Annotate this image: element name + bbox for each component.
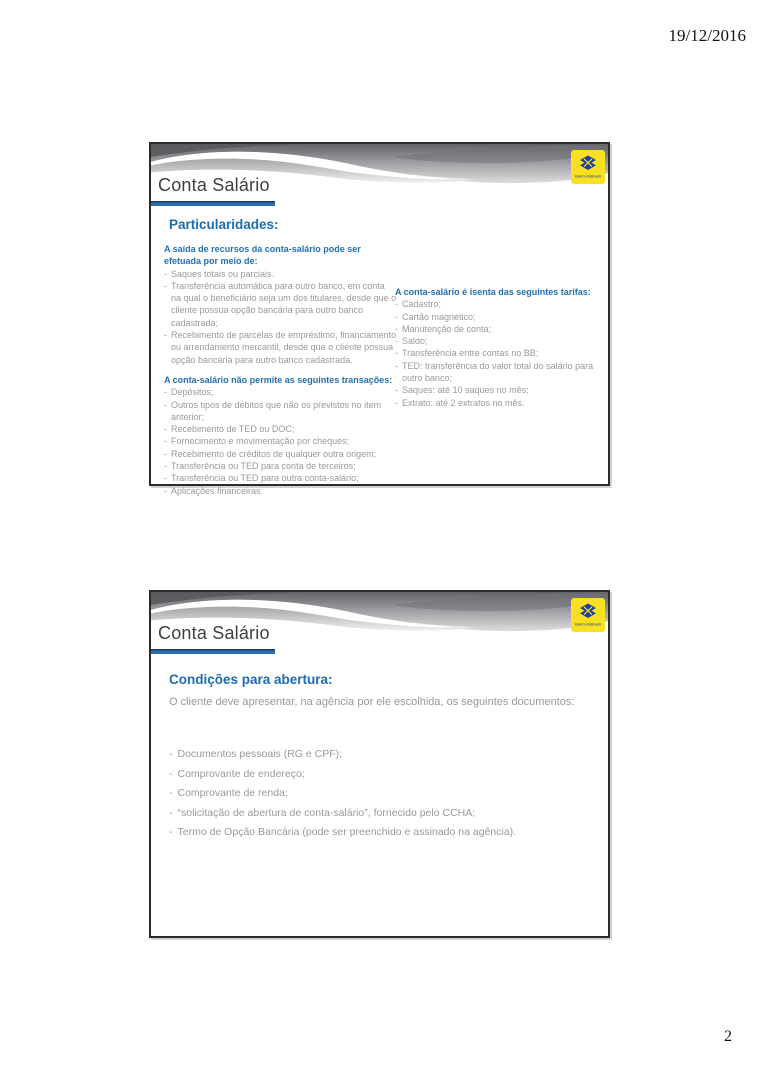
list-item	[395, 323, 613, 335]
list-item	[164, 423, 397, 435]
section-heading-condicoes: Condições para abertura:	[169, 672, 333, 687]
list-item	[164, 435, 397, 447]
bullet-text: Saques: até 10 saques no mês;	[402, 385, 529, 396]
bullet-dash: -	[395, 385, 398, 396]
list-item	[169, 807, 601, 819]
bullet-dash: -	[169, 787, 173, 799]
title-underline	[151, 201, 275, 206]
list-item	[164, 280, 397, 329]
bullet-text: Saldo;	[402, 336, 428, 347]
list-item	[164, 448, 397, 460]
bullet-text: TED: transferência do valor total do salário para outro banco;	[402, 360, 594, 384]
left-column	[164, 243, 397, 497]
bullet-list-tarifas-isentas	[395, 298, 613, 409]
list-item	[169, 787, 601, 799]
bullet-text: Comprovante de renda;	[177, 787, 288, 799]
bullet-dash: -	[164, 330, 167, 341]
bullet-list-nao-permite	[164, 386, 397, 497]
banco-do-brasil-logo-icon	[571, 150, 605, 184]
svg-text:BancodoBrasil: BancodoBrasil	[575, 621, 601, 627]
bullet-dash: -	[395, 336, 398, 347]
list-item	[395, 347, 613, 359]
list-item	[395, 335, 613, 347]
bullet-dash: -	[169, 826, 173, 838]
page-number: 2	[724, 1028, 732, 1045]
bullet-text: Recebimento de TED ou DOC;	[171, 424, 295, 435]
list-item	[395, 311, 613, 323]
bullet-text: Termo de Opção Bancária (pode ser preenchido e assinado na agência).	[177, 826, 517, 838]
bullet-text: Fornecimento e movimentação por cheques;	[171, 436, 350, 447]
svg-text:BancodoBrasil: BancodoBrasil	[575, 173, 601, 179]
list-item	[395, 384, 613, 396]
bullet-list-saida-recursos	[164, 268, 397, 366]
slide-title: Conta Salário	[158, 175, 270, 195]
bullet-text: Manutenção de conta;	[402, 323, 492, 334]
bullet-dash: -	[164, 436, 167, 447]
list-item	[164, 472, 397, 484]
bullet-dash: -	[164, 461, 167, 472]
bullet-dash: -	[395, 397, 398, 408]
bullet-dash: -	[164, 473, 167, 484]
list-item	[164, 329, 397, 366]
bullet-text: Transferência ou TED para conta de terceiros;	[171, 461, 356, 472]
bullet-text: Outros tipos de débitos que não os previstos no item anterior;	[171, 399, 382, 422]
subsection-header: A saída de recursos da conta-salário pode ser efetuada por meio de:	[164, 244, 361, 267]
slide-2	[149, 590, 610, 938]
bullet-dash: -	[395, 311, 398, 322]
banco-do-brasil-logo-icon	[571, 598, 605, 632]
list-item	[169, 826, 601, 838]
list-item	[395, 397, 613, 409]
bullet-dash: -	[164, 387, 167, 398]
bullet-dash: -	[164, 485, 167, 496]
list-item	[169, 748, 601, 760]
bullet-dash: -	[395, 299, 398, 310]
bullet-dash: -	[395, 360, 398, 371]
bullet-text: “solicitação de abertura de conta-salário”, fornecido pelo CCHA;	[177, 806, 476, 819]
bullet-text: Cartão magnético;	[402, 311, 476, 322]
bullet-text: Aplicações financeiras.	[171, 485, 264, 496]
section-heading-particularidades: Particularidades:	[169, 217, 279, 232]
bullet-text: Depósitos;	[171, 387, 214, 398]
list-item	[164, 268, 397, 280]
subsection-header: A conta-salário não permite as seguintes transações:	[164, 374, 393, 385]
bullet-dash: -	[164, 268, 167, 279]
date-label: 19/12/2016	[668, 26, 746, 45]
list-item	[164, 399, 397, 424]
slide-title: Conta Salário	[158, 623, 270, 643]
right-column	[395, 286, 613, 409]
list-item	[164, 460, 397, 472]
bullet-text: Extrato: até 2 extratos no mês.	[402, 397, 525, 408]
bullet-text: Recebimento de créditos de qualquer outra origem;	[171, 448, 377, 459]
bullet-dash: -	[169, 806, 173, 819]
slide-1	[149, 142, 610, 496]
bullet-dash: -	[164, 448, 167, 459]
bullet-dash: -	[395, 348, 398, 359]
bullet-text: Documentos pessoais (RG e CPF);	[177, 748, 343, 760]
bullet-text: Transferência automática para outro banco, em conta na qual o beneficiário seja um dos titulares, desde que o cliente possua opção bancária para outro banco cadastrada;	[171, 280, 397, 328]
bullet-text: Recebimento de parcelas de empréstimo, financiamento ou arrendamento mercantil, desde que o cliente possua opção bancária para outro banco cadastrada.	[171, 330, 397, 365]
bullet-text: Comprovante de endereço;	[177, 767, 305, 780]
bullet-dash: -	[164, 399, 167, 410]
bullet-text: Saques totais ou parciais.	[171, 268, 275, 279]
title-underline	[151, 649, 275, 654]
subsection-header: A conta-salário é isenta das seguintes tarifas:	[395, 287, 591, 297]
bullet-dash: -	[395, 323, 398, 334]
list-item	[164, 386, 397, 398]
intro-paragraph: O cliente deve apresentar, na agência por ele escolhida, os seguintes documentos:	[169, 696, 575, 708]
bullet-dash: -	[169, 748, 173, 760]
bullet-dash: -	[169, 767, 173, 780]
bullet-dash: -	[164, 280, 167, 291]
bullet-text: Cadastro;	[402, 299, 442, 310]
bullet-text: Transferência ou TED para outra conta-salário;	[171, 473, 359, 484]
bullet-text: Transferência entre contas no BB;	[402, 348, 539, 359]
list-item	[164, 485, 397, 497]
list-item	[395, 298, 613, 310]
bullet-list-documentos	[169, 748, 601, 846]
bullet-dash: -	[164, 424, 167, 435]
list-item	[169, 768, 601, 780]
list-item	[395, 360, 613, 385]
